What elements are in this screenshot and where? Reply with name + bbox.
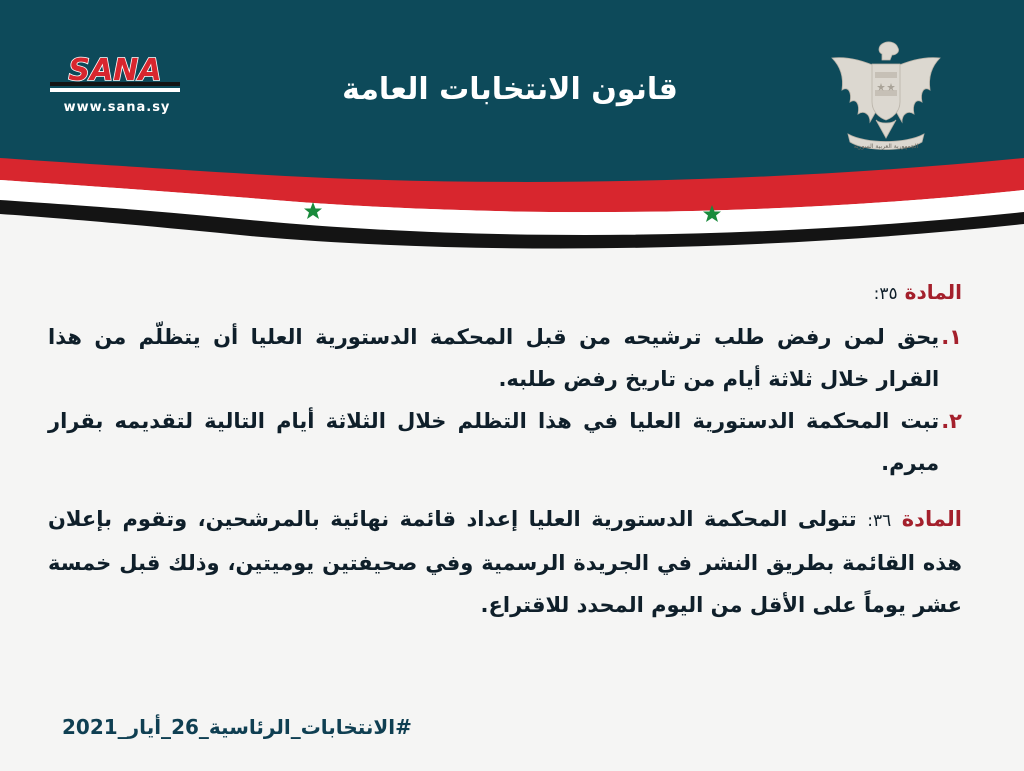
sana-website-url: www.sana.sy: [63, 100, 171, 115]
article-36-paragraph: [48, 498, 962, 626]
sana-logo: [48, 52, 188, 115]
list-item-text: تبت المحكمة الدستورية العليا في هذا التظلم خلال الثلاثة أيام التالية لتقديمه بقرار مبرم.: [48, 409, 940, 475]
list-item-text: يحق لمن رفض طلب ترشيحه من قبل المحكمة الدستورية العليا أن يتظلّم من هذا القرار خلال ثلاثة أيام من تاريخ رفض طلبه.: [48, 325, 940, 391]
article-content: [48, 270, 962, 626]
sana-logo-mark: [48, 52, 182, 94]
list-item-number: ٢.: [941, 409, 962, 433]
hashtag: #الانتخابات_الرئاسية_26_أيار_2021: [62, 715, 412, 739]
page-title: قانون الانتخابات العامة: [342, 72, 678, 107]
article-35-heading: [48, 270, 962, 316]
article-36-text: تتولى المحكمة الدستورية العليا إعداد قائمة نهائية بالمرشحين، وتقوم بإعلان هذه القائمة بطريق النشر في الجريدة الرسمية وفي صحيفتين يوميتين، وذلك قبل خمسة عشر يوماً على الأقل من اليوم المحدد للاقتراع.: [48, 507, 962, 617]
article-35-label: المادة: [904, 280, 962, 304]
article-35-number: ٣٥:: [873, 284, 898, 304]
list-item: [48, 400, 962, 484]
svg-text:SANA: SANA: [68, 53, 162, 88]
article-36-number: ٣٦:: [867, 511, 892, 531]
list-item-number: ١.: [941, 325, 962, 349]
emblem-caption: الجمهورية العربية السورية: [853, 143, 919, 150]
syrian-eagle-emblem-icon: [826, 38, 946, 160]
article-36-label: المادة: [901, 507, 962, 531]
list-item: [48, 316, 962, 400]
